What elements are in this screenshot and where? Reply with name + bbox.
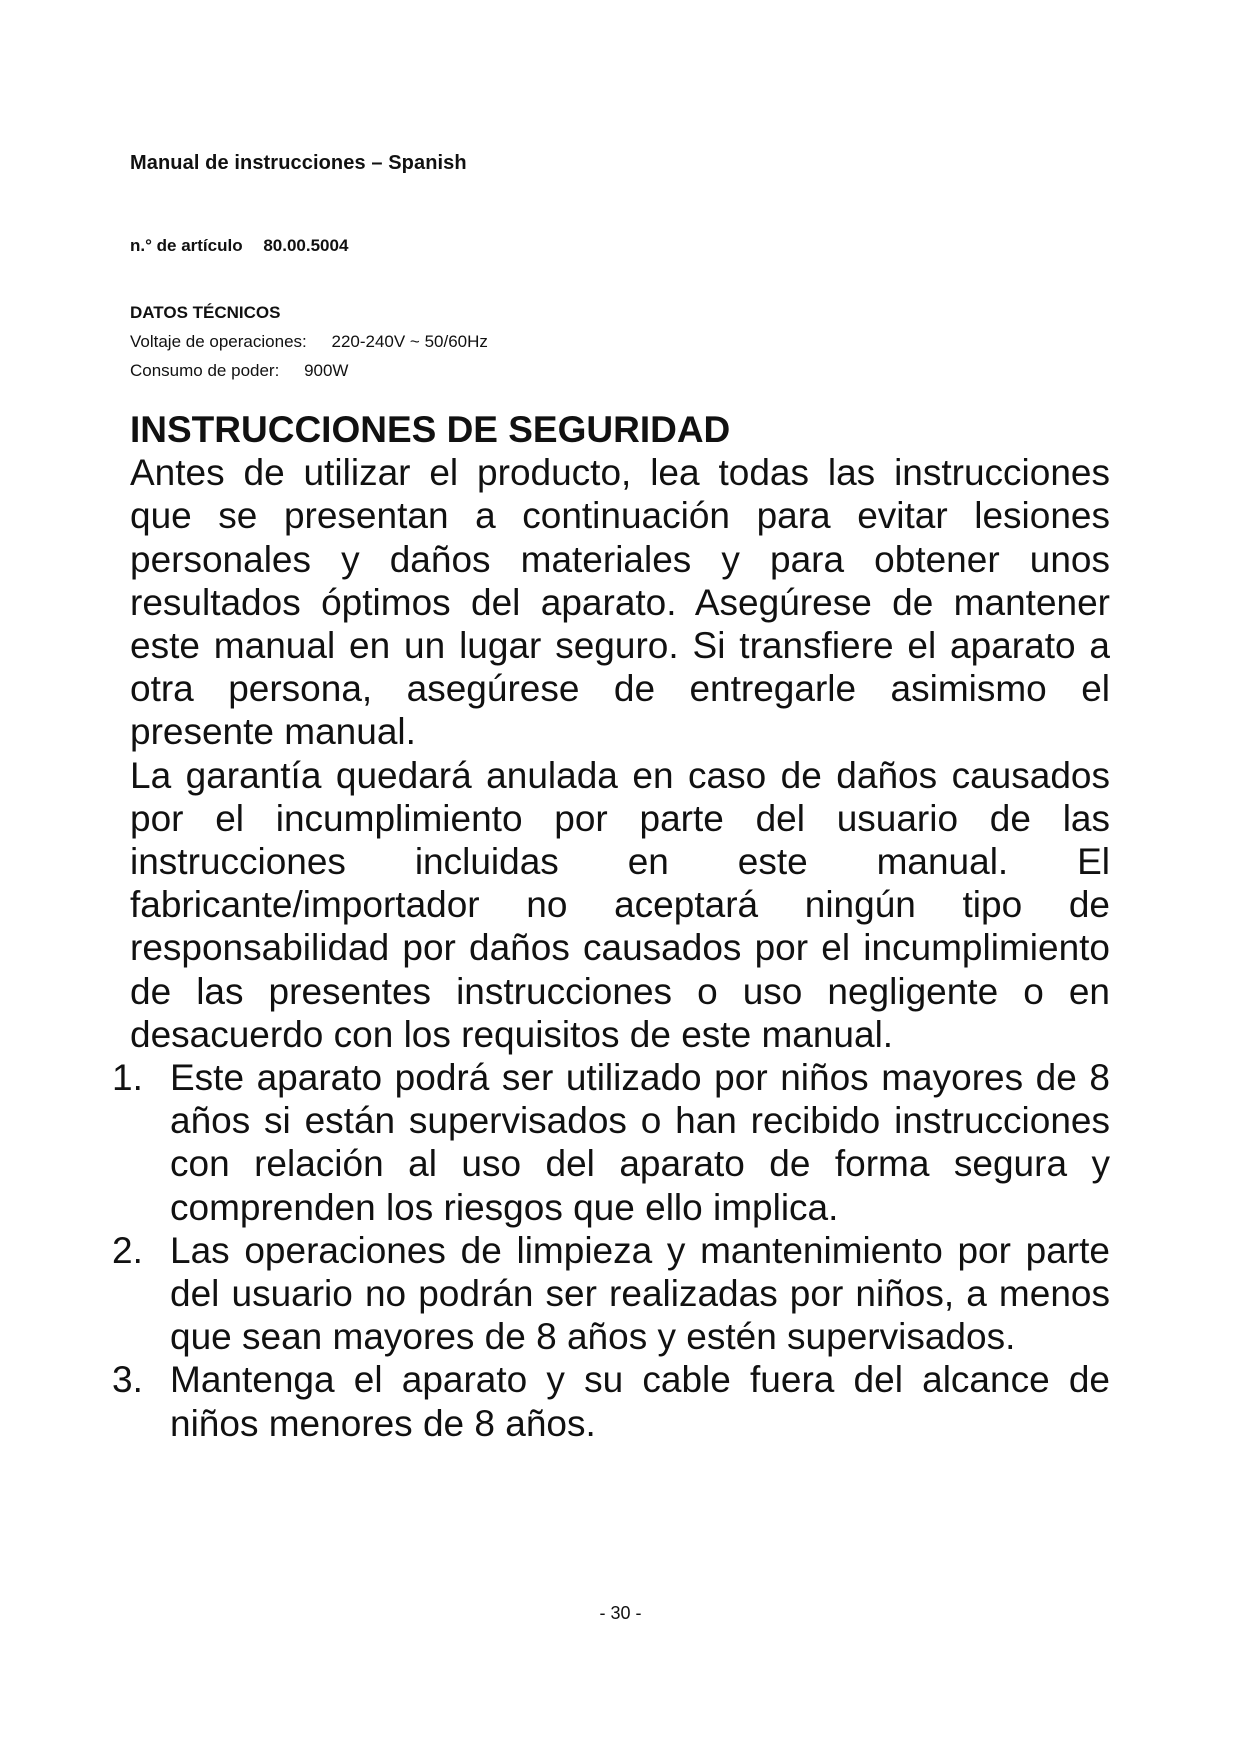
tech-label-power: Consumo de poder: (130, 361, 280, 380)
tech-row-voltage (130, 327, 488, 356)
article-number: 80.00.5004 (263, 236, 349, 255)
list-item (112, 1229, 1110, 1359)
technical-data-title: DATOS TÉCNICOS (130, 303, 281, 322)
page-number: - 30 - (599, 1603, 642, 1623)
warranty-paragraph: La garantía quedará anulada en caso de daños causados por el incumplimiento por parte del usuario de las instrucciones incluidas en este manual. El fabricante/importador no aceptará ningún tipo de responsabilidad por daños causados por el incumplimiento de las presentes instrucciones o uso negligente o en desacuerdo con los requisitos de este manual. (130, 754, 1110, 1055)
article-number-line (130, 236, 348, 256)
safety-list (112, 1056, 1110, 1445)
safety-section (112, 408, 1110, 1445)
manual-title: Manual de instrucciones – Spanish (130, 152, 467, 174)
list-item-number: 2. (112, 1229, 143, 1271)
list-item-number: 3. (112, 1359, 143, 1401)
tech-label-voltage: Voltaje de operaciones: (130, 332, 307, 351)
list-item (112, 1358, 1110, 1444)
technical-data (130, 298, 488, 385)
list-item (112, 1056, 1110, 1229)
tech-value-power: 900W (304, 361, 349, 380)
article-label: n.° de artículo (130, 236, 243, 255)
tech-value-voltage: 220-240V ~ 50/60Hz (331, 332, 488, 351)
safety-intro-paragraph: Antes de utilizar el producto, lea todas las instrucciones que se presentan a continuación para evitar lesiones personales y daños materiales y para obtener unos resultados óptimos del aparato. Asegúrese de mantener este manual en un lugar seguro. Si transfiere el aparato a otra persona, asegúrese de entregarle asimismo el presente manual. (130, 452, 1110, 753)
list-item-text: Este aparato podrá ser utilizado por niños mayores de 8 años si están supervisados o han recibido instrucciones con relación al uso del aparato de forma segura y comprenden los riesgos que ello implica. (170, 1057, 1110, 1228)
list-item-text: Las operaciones de limpieza y mantenimiento por parte del usuario no podrán ser realizadas por niños, a menos que sean mayores de 8 años y estén supervisados. (170, 1229, 1110, 1358)
list-item-text: Mantenga el aparato y su cable fuera del alcance de niños menores de 8 años. (170, 1359, 1110, 1444)
tech-row-power (130, 356, 488, 385)
safety-heading: INSTRUCCIONES DE SEGURIDAD (130, 409, 731, 450)
list-item-number: 1. (112, 1057, 143, 1099)
